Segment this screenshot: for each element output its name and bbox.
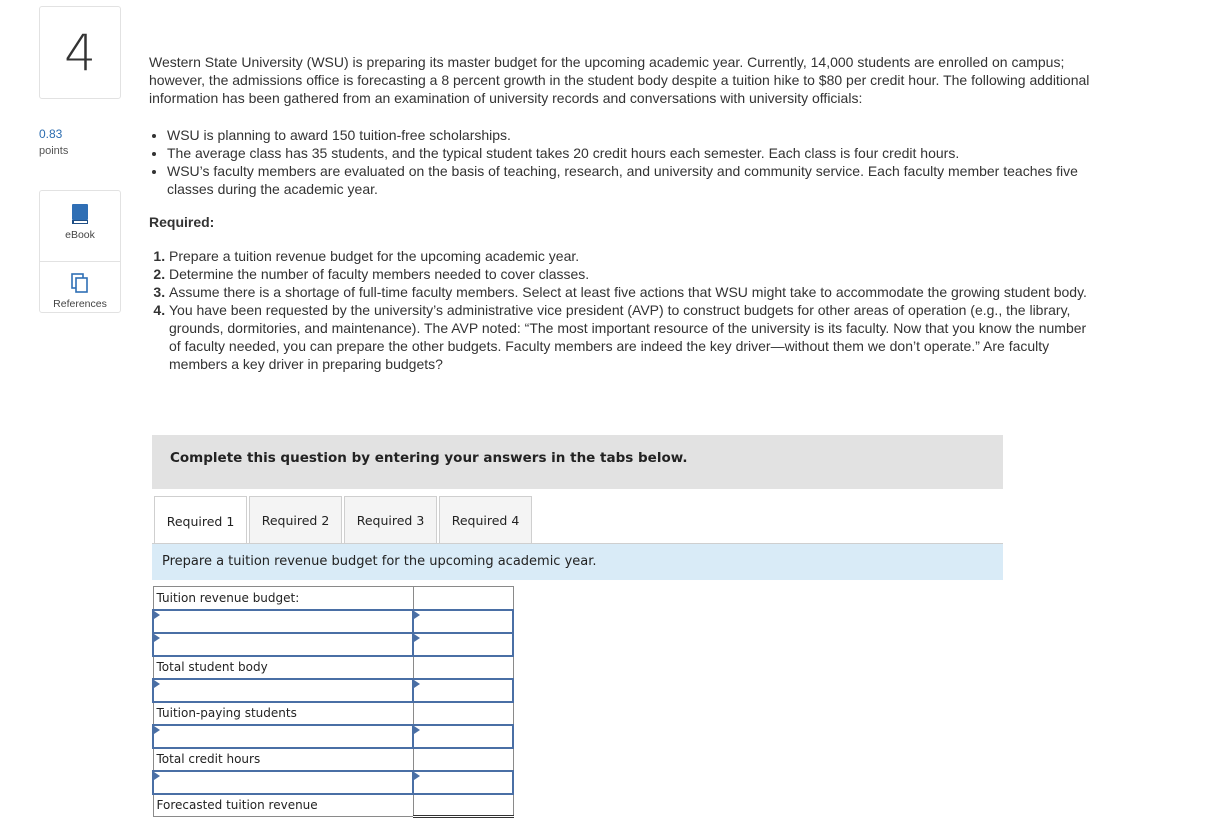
ebook-label: eBook — [65, 229, 95, 241]
tab-required-1[interactable]: Required 1 — [154, 496, 247, 545]
tab-required-4[interactable]: Required 4 — [439, 496, 532, 544]
total-credit-hours-label: Total credit hours — [153, 748, 413, 771]
line-item-value-input[interactable] — [413, 679, 513, 702]
line-item-label-input[interactable] — [153, 771, 413, 794]
requirement-item: 2. Determine the number of faculty members needed to cover classes. — [169, 265, 1099, 283]
line-item-label-field[interactable] — [157, 727, 412, 746]
line-item-value-field[interactable] — [414, 681, 512, 700]
instruction-banner: Complete this question by entering your answers in the tabs below. — [152, 435, 1003, 489]
line-item-label-field[interactable] — [157, 773, 412, 792]
line-item-value-input[interactable] — [413, 633, 513, 656]
tab-required-2[interactable]: Required 2 — [249, 496, 342, 544]
table-header-value — [413, 587, 513, 610]
info-bullet: • WSU’s faculty members are evaluated on the basis of teaching, research, and university and community service. Each faculty member teaches five classes during the academic year. — [167, 162, 1099, 198]
table-header-label: Tuition revenue budget: — [153, 587, 413, 610]
references-button[interactable] — [40, 261, 120, 311]
problem-intro: Western State University (WSU) is preparing its master budget for the upcoming academic year. Currently, 14,000 students are enrolled on campus; however, the admissions office is forecasting a 8 percent growth in the student body despite a tuition hike to $80 per credit hour. The following additional information has been gathered from an examination of university records and conversations with university officials: — [149, 54, 1090, 106]
tuition-paying-students-label: Tuition-paying students — [153, 702, 413, 725]
info-bullets — [149, 126, 1099, 198]
info-bullet: • WSU is planning to award 150 tuition-free scholarships. — [167, 126, 1099, 144]
line-item-value-input[interactable] — [413, 771, 513, 794]
line-item-label-field[interactable] — [157, 612, 412, 631]
question-number: 4 — [39, 6, 121, 99]
forecasted-tuition-revenue-label: Forecasted tuition revenue — [153, 794, 413, 817]
points-value: 0.83 — [39, 127, 63, 141]
requirement-item: 1. Prepare a tuition revenue budget for the upcoming academic year. — [169, 247, 1099, 265]
line-item-value-input[interactable] — [413, 610, 513, 633]
problem-statement — [149, 53, 1099, 373]
line-item-value-field[interactable] — [414, 635, 512, 654]
references-label: References — [53, 298, 107, 310]
requirement-item: 4. You have been requested by the university’s administrative vice president (AVP) to construct budgets for other areas of operation (e.g., the library, grounds, dormitories, and maintenance). The AVP noted: “The most important resource of the university is its faculty. Now that you know the number of faculty needed, you can prepare the other budgets. Faculty members are indeed the key driver—without them we don’t operate.” Are faculty members a key driver in preparing budgets? — [169, 301, 1099, 373]
line-item-label-field[interactable] — [157, 681, 412, 700]
total-credit-hours-value — [413, 748, 513, 771]
requirement-item: 3. Assume there is a shortage of full-time faculty members. Select at least five actions that WSU might take to accommodate the growing student body. — [169, 283, 1099, 301]
book-icon — [71, 203, 89, 225]
info-bullet: • The average class has 35 students, and the typical student takes 20 credit hours each semester. Each class is four credit hours. — [167, 144, 1099, 162]
tuition-paying-students-value — [413, 702, 513, 725]
tab-prompt: Prepare a tuition revenue budget for the upcoming academic year. — [152, 544, 1003, 580]
line-item-label-input[interactable] — [153, 679, 413, 702]
documents-icon — [70, 272, 90, 294]
tab-required-3[interactable]: Required 3 — [344, 496, 437, 544]
points-label: points — [39, 145, 69, 157]
tools-panel — [39, 190, 121, 313]
line-item-label-input[interactable] — [153, 633, 413, 656]
required-tabs — [154, 496, 534, 544]
line-item-value-input[interactable] — [413, 725, 513, 748]
required-heading: Required: — [149, 214, 215, 230]
total-student-body-label: Total student body — [153, 656, 413, 679]
line-item-value-field[interactable] — [414, 612, 512, 631]
ebook-button[interactable] — [40, 203, 120, 253]
total-student-body-value — [413, 656, 513, 679]
line-item-label-field[interactable] — [157, 635, 412, 654]
line-item-label-input[interactable] — [153, 725, 413, 748]
forecasted-tuition-revenue-value — [413, 794, 513, 817]
line-item-value-field[interactable] — [414, 773, 512, 792]
tuition-budget-table — [152, 586, 514, 818]
requirements-list — [149, 247, 1099, 373]
line-item-label-input[interactable] — [153, 610, 413, 633]
line-item-value-field[interactable] — [414, 727, 512, 746]
